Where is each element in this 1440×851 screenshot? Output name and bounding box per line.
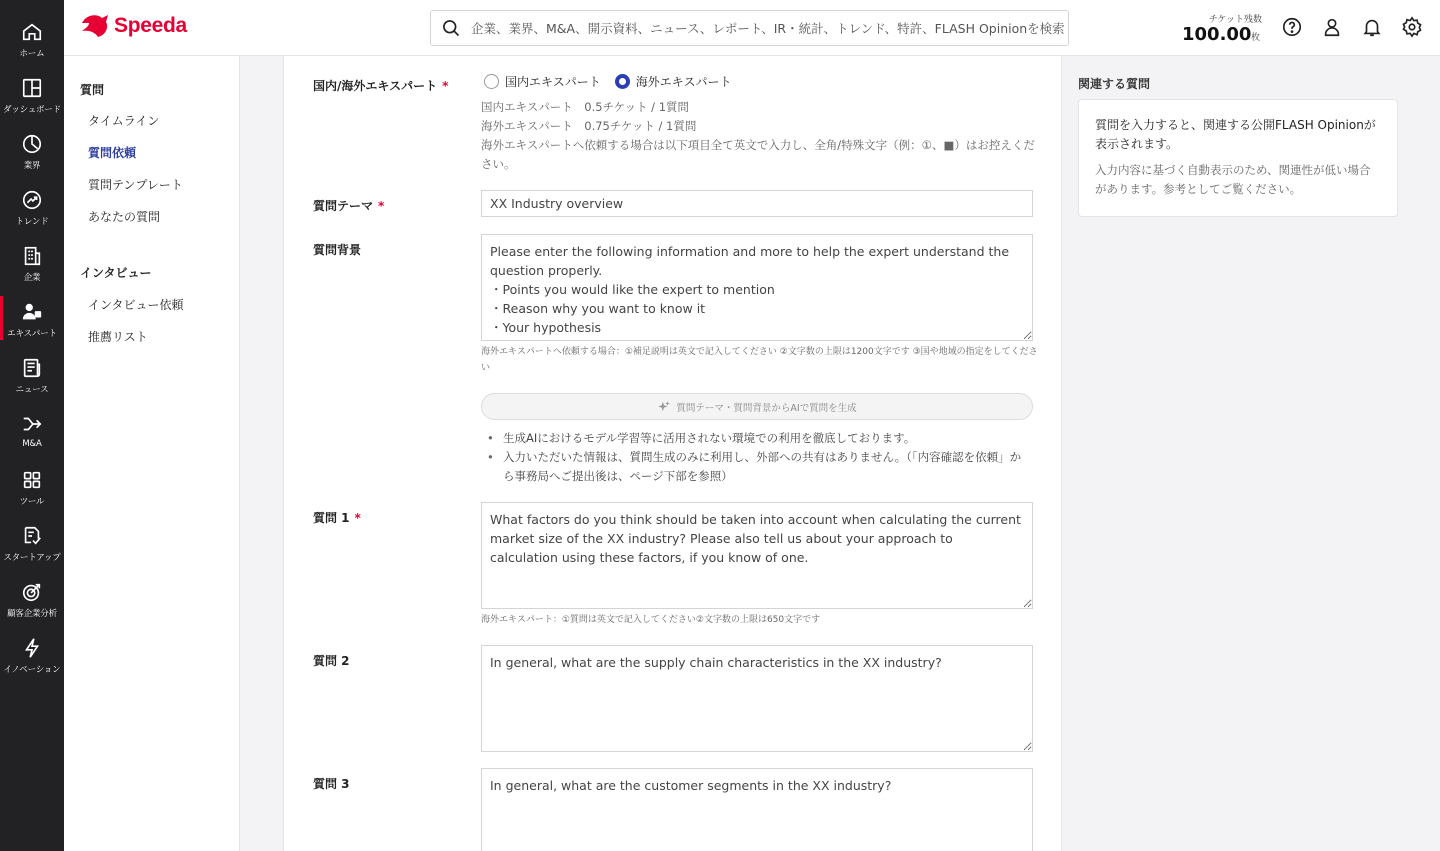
nav-label: トレンド (15, 217, 49, 227)
nav-ma[interactable] (0, 406, 64, 462)
building-icon (21, 245, 43, 267)
nav-label: ダッシュボード (3, 105, 61, 115)
target-icon (21, 581, 43, 603)
ai-note-1: • 生成AIにおけるモデル学習等に活用されない環境での利用を徹底しております。 (487, 429, 1022, 448)
nav-label: 業界 (23, 161, 41, 171)
nav-label: ツール (19, 497, 45, 507)
subnav-heading-questions: 質問 (80, 83, 105, 97)
radio-domestic-expert[interactable]: 国内エキスパート (484, 73, 601, 90)
ai-generate-label: 質問テーマ・質問背景からAIで質問を生成 (676, 402, 857, 414)
nav-label: イノベーション (3, 665, 61, 675)
nav-industry[interactable] (0, 126, 64, 182)
left-navigation (0, 0, 64, 851)
related-info-text: 質問を入力すると、関連する公開FLASH Opinionが表示されます。 (1095, 118, 1376, 151)
question2-label: 質問 2 (313, 654, 350, 668)
tools-grid-icon (21, 469, 43, 491)
startup-icon (21, 525, 43, 547)
top-bar (64, 0, 1440, 56)
question2-textarea[interactable] (481, 645, 1033, 752)
global-search[interactable] (430, 10, 1069, 46)
nav-expert[interactable] (0, 294, 64, 350)
nav-label: 企業 (23, 273, 41, 283)
nav-customer-analysis[interactable] (0, 574, 64, 630)
nav-label: ホーム (19, 49, 45, 59)
nav-label: スタートアップ (3, 553, 61, 563)
background-textarea[interactable] (481, 234, 1033, 341)
related-questions-title: 関連する質問 (1078, 77, 1151, 91)
subnav-item-recommended-list[interactable]: 推薦リスト (88, 330, 148, 344)
expert-sub-navigation (64, 56, 240, 851)
subnav-item-your-questions[interactable]: あなたの質問 (88, 210, 161, 224)
theme-input[interactable] (481, 190, 1033, 217)
bell-icon[interactable] (1361, 16, 1383, 38)
nav-label: ニュース (15, 385, 49, 395)
gear-icon[interactable] (1401, 16, 1423, 38)
pie-chart-icon (21, 133, 43, 155)
question3-label: 質問 3 (313, 777, 350, 791)
expert-type-radio-group (484, 73, 746, 90)
ticket-value: 100.00 (1182, 24, 1252, 45)
subnav-item-interview-request[interactable]: インタビュー依頼 (88, 298, 184, 312)
domestic-ticket-info: 国内エキスパート 0.5チケット / 1質問 (481, 100, 690, 114)
nav-trend[interactable] (0, 182, 64, 238)
question1-textarea[interactable] (481, 502, 1033, 609)
question1-note: 海外エキスパート：①質問は英文で記入してください②文字数の上限は650文字です (481, 615, 821, 625)
theme-label: 質問テーマ * (313, 199, 385, 213)
radio-overseas-expert[interactable]: 海外エキスパート (615, 73, 732, 90)
radio-circle[interactable] (484, 74, 499, 89)
question1-label: 質問 1 * (313, 511, 361, 525)
search-input[interactable] (471, 21, 1068, 36)
nav-dashboard[interactable] (0, 70, 64, 126)
nav-company[interactable] (0, 238, 64, 294)
subnav-heading-interview: インタビュー (80, 266, 152, 280)
ticket-label: チケット残数 (1208, 15, 1262, 25)
search-icon (441, 18, 461, 38)
subnav-item-timeline[interactable]: タイムライン (88, 114, 160, 128)
nav-news[interactable] (0, 350, 64, 406)
subnav-item-question-template[interactable]: 質問テンプレート (88, 178, 183, 192)
ticket-unit: 枚 (1250, 33, 1260, 43)
subnav-item-question-request[interactable]: 質問依頼 (88, 146, 137, 160)
news-icon (21, 357, 43, 379)
merge-icon (21, 413, 43, 435)
related-disclaimer-text: 入力内容に基づく自動表示のため、関連性が低い場合があります。参考としてご覧ください。 (1095, 163, 1371, 196)
expert-icon (21, 301, 43, 323)
background-label: 質問背景 (313, 243, 362, 257)
overseas-instruction: 海外エキスパートへ依頼する場合は以下項目全て英文で入力し、全角/特殊文字（例：①、■）はお控えください。 (481, 138, 1035, 171)
ai-note-2: • 入力いただいた情報は、質問生成のみに利用し、外部への共有はありません。（「内容確認を依頼」から事務局へご提出後は、ページ下部を参照） (487, 448, 1022, 486)
lightning-icon (21, 637, 43, 659)
nav-home[interactable] (0, 14, 64, 70)
nav-tools[interactable] (0, 462, 64, 518)
nav-label: エキスパート (7, 329, 57, 339)
related-questions-card (1078, 99, 1398, 217)
question3-textarea[interactable] (481, 768, 1033, 851)
help-icon[interactable] (1281, 16, 1303, 38)
ai-generate-button[interactable] (481, 393, 1033, 420)
expert-type-label: 国内/海外エキスパート * (313, 79, 449, 93)
question-request-form (283, 56, 1062, 851)
home-icon (21, 21, 43, 43)
brand-name: Speeda (114, 14, 187, 37)
trend-icon (21, 189, 43, 211)
logo-mark-icon (80, 13, 110, 39)
overseas-ticket-info: 海外エキスパート 0.75チケット / 1質問 (481, 119, 697, 133)
nav-label: 顧客企業分析 (7, 609, 57, 619)
sparkle-icon (657, 400, 671, 414)
background-note: 海外エキスパートへ依頼する場合：①補足説明は英文で記入してください ②文字数の上限は1200文字です ③国や地域の指定をしてください (481, 347, 1038, 373)
user-icon[interactable] (1321, 16, 1343, 38)
nav-innovation[interactable] (0, 630, 64, 686)
nav-startup[interactable] (0, 518, 64, 574)
radio-circle-selected[interactable] (615, 74, 630, 89)
speeda-logo[interactable] (80, 13, 187, 39)
ticket-balance (1178, 11, 1262, 47)
dashboard-icon (21, 77, 43, 99)
nav-label: M&A (22, 439, 42, 449)
